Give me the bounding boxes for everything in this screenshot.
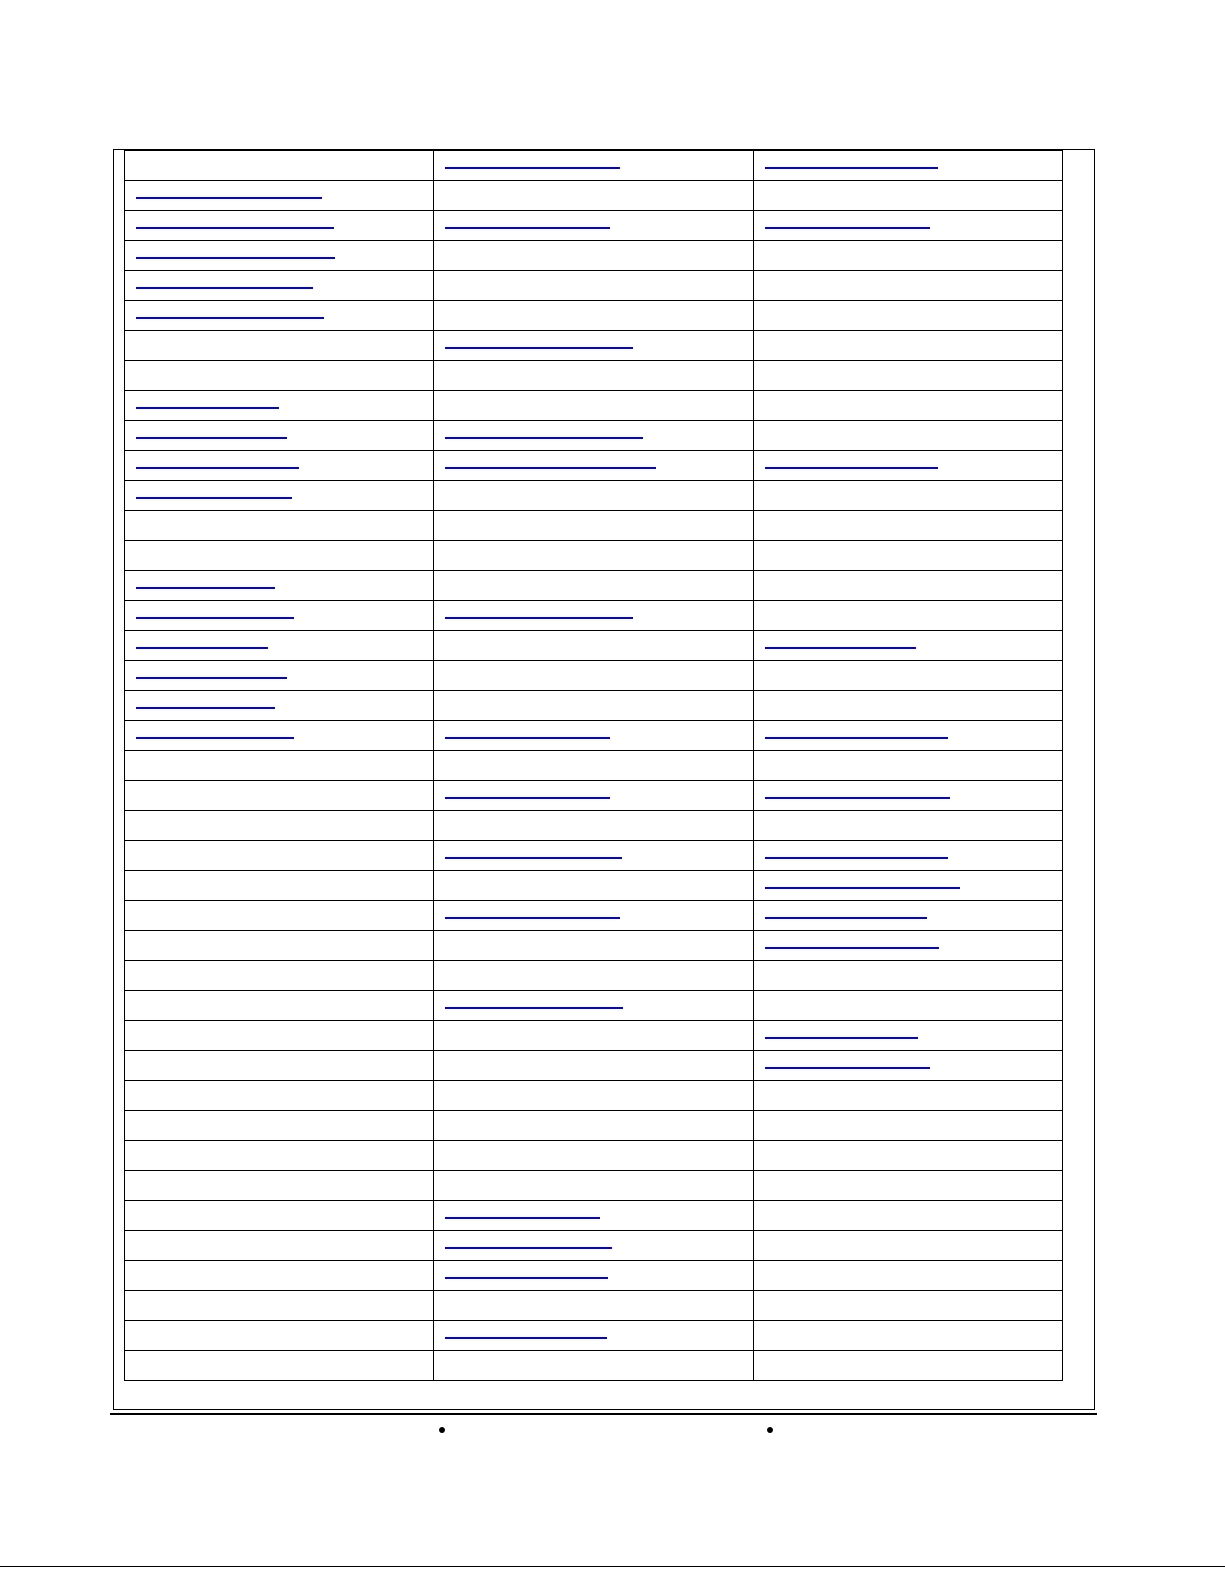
table-row (125, 991, 1063, 1021)
table-row (125, 421, 1063, 451)
table-row (125, 1351, 1063, 1381)
table-cell (754, 1141, 1063, 1171)
table-cell (434, 1351, 754, 1381)
table-cell (125, 1321, 434, 1351)
table-cell (125, 1291, 434, 1321)
table-cell (434, 1081, 754, 1111)
table-cell (434, 451, 754, 481)
link[interactable] (445, 167, 620, 169)
table-cell (434, 991, 754, 1021)
table-cell (434, 1051, 754, 1081)
table-cell (754, 361, 1063, 391)
table-cell (754, 331, 1063, 361)
table-cell (754, 481, 1063, 511)
table-row (125, 631, 1063, 661)
table-row (125, 541, 1063, 571)
table-cell (754, 1171, 1063, 1201)
link[interactable] (445, 1337, 607, 1339)
table-cell (125, 601, 434, 631)
table-cell (754, 571, 1063, 601)
table-cell (754, 691, 1063, 721)
table-cell (754, 391, 1063, 421)
table-cell (434, 181, 754, 211)
link[interactable] (445, 797, 610, 799)
link[interactable] (445, 617, 633, 619)
table-row (125, 241, 1063, 271)
table-cell (754, 301, 1063, 331)
table-cell (754, 841, 1063, 871)
table-cell (754, 991, 1063, 1021)
table-cell (125, 241, 434, 271)
link[interactable] (765, 797, 950, 799)
table-cell (125, 691, 434, 721)
table-cell (754, 1261, 1063, 1291)
table-cell (125, 1171, 434, 1201)
table-row (125, 661, 1063, 691)
table-row (125, 1321, 1063, 1351)
table-cell (434, 961, 754, 991)
table-cell (125, 751, 434, 781)
table-cell (754, 511, 1063, 541)
table-row (125, 961, 1063, 991)
table-cell (754, 931, 1063, 961)
link[interactable] (136, 587, 275, 589)
link[interactable] (136, 407, 279, 409)
table-cell (434, 571, 754, 601)
table-cell (125, 181, 434, 211)
table-cell (434, 931, 754, 961)
table-cell (125, 571, 434, 601)
table-cell (125, 721, 434, 751)
table-cell (434, 541, 754, 571)
table-cell (434, 781, 754, 811)
table-cell (125, 151, 434, 181)
link[interactable] (765, 647, 916, 649)
table-row (125, 211, 1063, 241)
table-cell (754, 961, 1063, 991)
link[interactable] (445, 347, 633, 349)
table-cell (125, 1201, 434, 1231)
link[interactable] (136, 647, 268, 649)
table-cell (125, 931, 434, 961)
link[interactable] (445, 1007, 623, 1009)
table-cell (434, 211, 754, 241)
table-cell (125, 1231, 434, 1261)
table-row (125, 1021, 1063, 1051)
table-row (125, 511, 1063, 541)
table-cell (754, 781, 1063, 811)
table-cell (125, 871, 434, 901)
table-row (125, 1261, 1063, 1291)
table-cell (434, 721, 754, 751)
table-row (125, 1051, 1063, 1081)
table-cell (125, 301, 434, 331)
table-row (125, 331, 1063, 361)
link[interactable] (136, 287, 313, 289)
link[interactable] (765, 1037, 918, 1039)
link[interactable] (136, 197, 322, 199)
table-cell (434, 1171, 754, 1201)
table-cell (125, 1081, 434, 1111)
table-cell (125, 1141, 434, 1171)
table-cell (754, 151, 1063, 181)
table-cell (125, 631, 434, 661)
table-row (125, 871, 1063, 901)
table-cell (754, 871, 1063, 901)
table-cell (125, 901, 434, 931)
table-row (125, 571, 1063, 601)
table-cell (125, 781, 434, 811)
table-cell (434, 1201, 754, 1231)
link[interactable] (445, 857, 622, 859)
table-cell (754, 271, 1063, 301)
table-cell (754, 601, 1063, 631)
link[interactable] (765, 167, 938, 169)
table-cell (434, 1141, 754, 1171)
table-cell (125, 961, 434, 991)
table-cell (754, 451, 1063, 481)
table-cell (125, 1021, 434, 1051)
links-table (124, 150, 1063, 1381)
table-row (125, 751, 1063, 781)
table-cell (434, 151, 754, 181)
link[interactable] (136, 617, 294, 619)
link[interactable] (445, 437, 643, 439)
table-cell (434, 481, 754, 511)
table-cell (434, 1231, 754, 1261)
table-row (125, 721, 1063, 751)
table-cell (125, 391, 434, 421)
table-cell (434, 841, 754, 871)
table-cell (434, 331, 754, 361)
table-row (125, 481, 1063, 511)
table-cell (125, 511, 434, 541)
table-cell (125, 811, 434, 841)
table-cell (754, 421, 1063, 451)
table-row (125, 1201, 1063, 1231)
page-bottom-edge (0, 1566, 1225, 1567)
link[interactable] (445, 1217, 600, 1219)
table-cell (125, 1351, 434, 1381)
table-row (125, 1291, 1063, 1321)
table-cell (434, 1321, 754, 1351)
table-row (125, 1231, 1063, 1261)
table-cell (754, 1051, 1063, 1081)
table-cell (754, 1321, 1063, 1351)
table-cell (754, 1351, 1063, 1381)
table-cell (754, 241, 1063, 271)
table-row (125, 1081, 1063, 1111)
table-cell (754, 721, 1063, 751)
table-row (125, 1171, 1063, 1201)
link[interactable] (445, 1247, 612, 1249)
table-cell (434, 751, 754, 781)
table-cell (125, 661, 434, 691)
link[interactable] (136, 467, 299, 469)
table-cell (125, 1261, 434, 1291)
link[interactable] (765, 1067, 930, 1069)
link[interactable] (765, 467, 938, 469)
table-cell (754, 211, 1063, 241)
table-row (125, 451, 1063, 481)
link[interactable] (136, 677, 287, 679)
link[interactable] (765, 947, 939, 949)
table-row (125, 691, 1063, 721)
table-cell (434, 241, 754, 271)
table-row (125, 391, 1063, 421)
table-cell (434, 421, 754, 451)
table-cell (434, 1291, 754, 1321)
link[interactable] (765, 857, 948, 859)
table-row (125, 301, 1063, 331)
table-row (125, 901, 1063, 931)
table-cell (125, 211, 434, 241)
table-row (125, 931, 1063, 961)
table-cell (125, 1051, 434, 1081)
table-cell (754, 1201, 1063, 1231)
table-cell (754, 541, 1063, 571)
table-cell (434, 301, 754, 331)
table-cell (434, 871, 754, 901)
table-cell (125, 841, 434, 871)
link[interactable] (136, 317, 324, 319)
table-cell (125, 421, 434, 451)
table-row (125, 811, 1063, 841)
link[interactable] (136, 497, 292, 499)
table-cell (434, 631, 754, 661)
table-cell (434, 1021, 754, 1051)
table-row (125, 1111, 1063, 1141)
footer-bullet (439, 1427, 445, 1433)
table-cell (754, 1021, 1063, 1051)
table-row (125, 841, 1063, 871)
link[interactable] (445, 467, 656, 469)
link[interactable] (765, 887, 960, 889)
table-row (125, 271, 1063, 301)
table-cell (434, 691, 754, 721)
table-cell (125, 331, 434, 361)
link[interactable] (445, 227, 610, 229)
table-cell (434, 811, 754, 841)
table-cell (125, 451, 434, 481)
link[interactable] (765, 917, 927, 919)
table-row (125, 781, 1063, 811)
table-cell (125, 361, 434, 391)
table-cell (125, 541, 434, 571)
link[interactable] (765, 227, 930, 229)
table-cell (434, 901, 754, 931)
link[interactable] (765, 737, 948, 739)
link[interactable] (136, 227, 334, 229)
link[interactable] (136, 437, 287, 439)
link[interactable] (445, 737, 610, 739)
table-row (125, 601, 1063, 631)
table-row (125, 151, 1063, 181)
table-cell (754, 661, 1063, 691)
table-cell (434, 601, 754, 631)
table-cell (434, 361, 754, 391)
table-cell (125, 271, 434, 301)
table-cell (434, 661, 754, 691)
table-cell (754, 811, 1063, 841)
table-cell (125, 991, 434, 1021)
table-cell (754, 631, 1063, 661)
table-cell (434, 1261, 754, 1291)
table-cell (754, 1081, 1063, 1111)
table-row (125, 1141, 1063, 1171)
table-cell (754, 181, 1063, 211)
table-cell (125, 1111, 434, 1141)
link[interactable] (136, 257, 335, 259)
table-cell (754, 1231, 1063, 1261)
table-cell (125, 481, 434, 511)
footer-rule (110, 1413, 1097, 1415)
link[interactable] (445, 917, 620, 919)
link[interactable] (136, 737, 294, 739)
table-cell (754, 751, 1063, 781)
table-cell (434, 391, 754, 421)
table-cell (434, 271, 754, 301)
table-cell (434, 511, 754, 541)
table-cell (754, 901, 1063, 931)
link[interactable] (445, 1277, 608, 1279)
table-row (125, 181, 1063, 211)
table-cell (434, 1111, 754, 1141)
footer-bullet (767, 1427, 773, 1433)
table-cell (754, 1291, 1063, 1321)
link[interactable] (136, 707, 275, 709)
table-cell (754, 1111, 1063, 1141)
table-row (125, 361, 1063, 391)
